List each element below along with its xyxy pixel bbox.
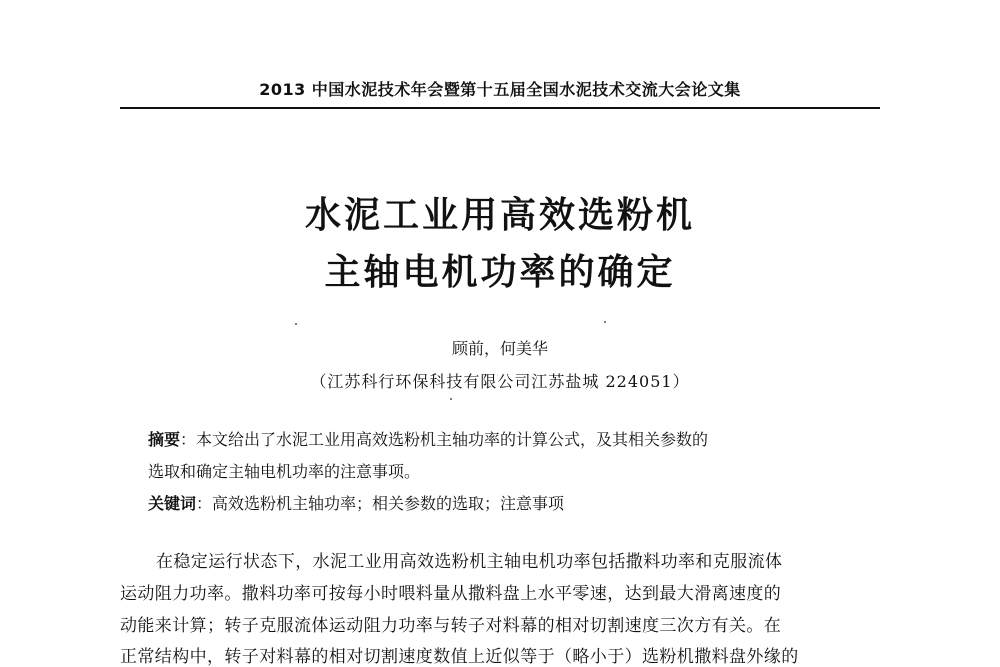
scan-speck — [450, 398, 452, 400]
body-line: 动能来计算；转子克服流体运动阻力功率与转子对料幕的相对切割速度三次方有关。在 — [120, 616, 782, 636]
affiliation: （江苏科行环保科技有限公司江苏盐城 224051） — [310, 372, 690, 391]
keywords-line — [148, 491, 564, 514]
body-line: 运动阻力功率。撒料功率可按每小时喂料量从撒料盘上水平零速，达到最大滑离速度的 — [120, 584, 782, 604]
keywords-separator: ： — [196, 494, 213, 513]
abstract-text-1: 本文给出了水泥工业用高效选粉机主轴功率的计算公式，及其相关参数的 — [196, 430, 709, 449]
header-rule — [120, 107, 880, 109]
title-line-2: 主轴电机功率的确定 — [324, 252, 676, 293]
abstract-line-2 — [148, 459, 420, 482]
scan-speck — [295, 323, 297, 325]
abstract-text-2: 选取和确定主轴电机功率的注意事项。 — [148, 462, 421, 481]
abstract-line-1 — [148, 427, 708, 450]
running-header: 2013 中国水泥技术年会暨第十五届全国水泥技术交流大会论文集 — [259, 80, 741, 99]
authors: 顾前，何美华 — [451, 339, 548, 358]
body-line: 在稳定运行状态下，水泥工业用高效选粉机主轴电机功率包括撒料功率和克服流体 — [156, 552, 783, 572]
abstract-separator: ： — [180, 430, 197, 449]
body-line: 正常结构中，转子对料幕的相对切割速度数值上近似等于（略小于）选粉机撒料盘外缘的 — [120, 647, 799, 667]
title-line-1: 水泥工业用高效选粉机 — [304, 195, 695, 236]
abstract-label: 摘要 — [148, 430, 181, 449]
keywords-label: 关键词 — [148, 494, 197, 513]
keywords-text: 高效选粉机主轴功率；相关参数的选取；注意事项 — [212, 494, 565, 513]
scan-speck — [604, 321, 606, 323]
